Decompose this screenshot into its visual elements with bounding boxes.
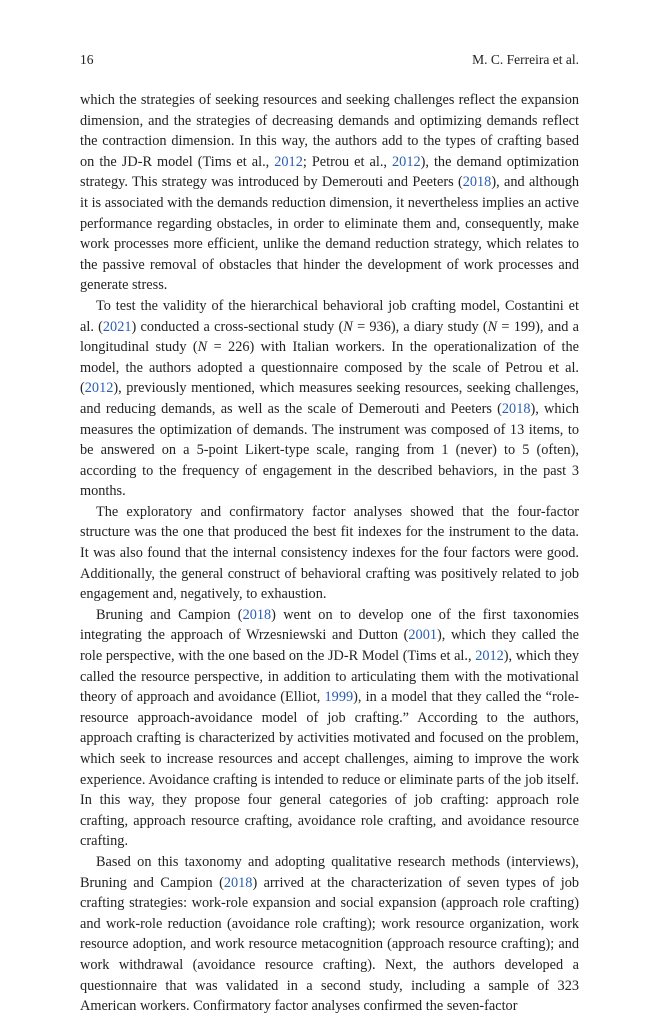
citation-link[interactable]: 2001 xyxy=(408,627,437,644)
running-head: M. C. Ferreira et al. xyxy=(472,52,579,67)
text-run: ), in a model that they called the “role-resource approach-avoidance model of job crafting.” According to the authors, approach crafting is characterized by activities motivated and focused on the problem, which seek to increase resources and accept challenges, aiming to improve the work experience. Avoidance crafting is intended to reduce or eliminate parts of the job itself. In this way, they propose four general categories of job crafting: approach role crafting, approach resource crafting, avoidance role crafting, and avoidance resource crafting. xyxy=(80,689,579,850)
italic-symbol: N xyxy=(487,318,498,335)
text-run: = 226) with Italian workers. In the operationalization of the model, the authors adopted a questionnaire composed by the scale of Petrou et al. ( xyxy=(80,339,579,397)
text-run: ), and although it is associated with the demands reduction dimension, it nevertheless implies an active performance regarding obstacles, in order to eliminate them and, consequently, make work processes more efficient, unlike the demand reduction strategy, which relates to the passive removal of obstacles that hinder the development of work processes and generate stress. xyxy=(80,174,579,294)
citation-link[interactable]: 2018 xyxy=(462,174,492,191)
text-run: = 936), a diary study ( xyxy=(352,318,488,335)
text-run: Based on this taxonomy and adopting qualitative research methods (interviews), Bruning and Campion ( xyxy=(80,853,579,891)
text-run: ), which they called the resource perspective, in addition to articulating them with the motivational theory of approach and avoidance (Elliot, xyxy=(80,648,579,706)
text-run: ) conducted a cross-sectional study ( xyxy=(131,318,344,335)
text-run: ) went on to develop one of the first taxonomies integrating the approach of Wrzesniewski and Dutton ( xyxy=(80,606,579,644)
paragraph xyxy=(80,605,579,852)
italic-symbol: N xyxy=(197,339,208,356)
italic-symbol: N xyxy=(343,318,353,335)
paragraph xyxy=(80,852,579,1017)
text-run: ), the demand optimization strategy. This strategy was introduced by Demerouti and Peeters ( xyxy=(80,153,579,191)
page-header xyxy=(80,52,579,70)
citation-link[interactable]: 2021 xyxy=(102,318,132,335)
text-run: ), previously mentioned, which measures seeking resources, seeking challenges, and reducing demands, as well as the scale of Demerouti and Peeters ( xyxy=(80,380,579,417)
citation-link[interactable]: 1999 xyxy=(324,689,354,706)
citation-link[interactable]: 2012 xyxy=(392,153,421,170)
body-text xyxy=(80,90,579,1017)
text-run: The exploratory and confirmatory factor analyses showed that the four-factor structure was the one that produced the best fit indexes for the instrument to the data. It was also found that the internal consistency indexes for the four factors were good. Additionally, the general construct of behavioral crafting was positively related to job engagement and, negatively, to exhaustion. xyxy=(80,503,579,603)
text-run: Bruning and Campion ( xyxy=(96,606,243,623)
page-number: 16 xyxy=(80,52,94,67)
text-run: ), which measures the optimization of demands. The instrument was composed of 13 items, to be answered on a 5-point Likert-type scale, ranging from 1 (never) to 5 (often), according to the frequency of engagement in the described behaviors, in the past 3 months. xyxy=(80,400,579,500)
text-run: = 199), and a longitudinal study ( xyxy=(80,318,579,356)
citation-link[interactable]: 2012 xyxy=(84,380,114,397)
paragraph xyxy=(80,502,579,605)
citation-link[interactable]: 2012 xyxy=(274,153,303,170)
text-run: ; Petrou et al., xyxy=(302,153,393,170)
text-run: which the strategies of seeking resources and seeking challenges reflect the expansion dimension, and the strategies of decreasing demands and optimizing demands reflect the contraction dimension. In this way, the authors add to the types of crafting based on the JD-R model (Tims et al., xyxy=(80,92,579,170)
citation-link[interactable]: 2018 xyxy=(501,400,531,417)
text-run: To test the validity of the hierarchical behavioral job crafting model, Costantini et al. ( xyxy=(80,297,579,335)
paragraph xyxy=(80,90,579,296)
paragraph xyxy=(80,296,579,502)
citation-link[interactable]: 2018 xyxy=(242,606,272,623)
text-run: ), which they called the role perspective, with the one based on the JD-R Model (Tims et al., xyxy=(80,627,579,665)
citation-link[interactable]: 2012 xyxy=(475,648,504,665)
text-run: ) arrived at the characterization of seven types of job crafting strategies: work-role expansion and social expansion (approach role crafting) and work-role reduction (avoidance role crafting); work resource organization, work resource adoption, and work resource metacognition (approach resource crafting); and work withdrawal (avoidance resource crafting). Next, the authors developed a questionnaire that was validated in a second study, including a sample of 323 American workers. Confirmatory factor analyses confirmed the seven-factor xyxy=(80,874,579,1015)
citation-link[interactable]: 2018 xyxy=(223,874,253,891)
